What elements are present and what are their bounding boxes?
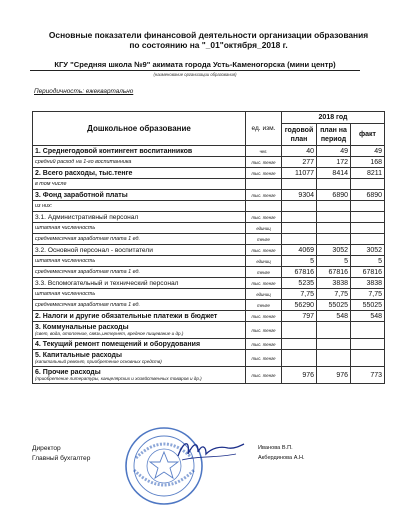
table-row — [33, 223, 385, 234]
row-fact-value — [351, 179, 385, 190]
row-unit: тыс. тенге — [246, 322, 282, 339]
row-label-text: среднемесячная заработная плата 1 ед. — [35, 269, 140, 275]
organization-caption: (наименование организации образования) — [153, 72, 237, 77]
row-label-text: 5. Капитальные расходы — [35, 352, 122, 359]
row-label-text: средний расход на 1-го воспитанника — [35, 159, 132, 165]
row-fact-value: 548 — [351, 311, 385, 322]
table-row — [33, 201, 385, 212]
row-label-note: (капитальный ремонт, приобретение основных средств) — [35, 359, 162, 364]
row-period-value: 8414 — [317, 168, 351, 179]
row-label — [33, 367, 246, 384]
row-label — [33, 168, 246, 179]
table-row — [33, 168, 385, 179]
table-row — [33, 190, 385, 201]
row-unit: чел. — [246, 146, 282, 157]
row-label — [33, 350, 246, 367]
row-unit: тыс. тенге — [246, 350, 282, 367]
row-annual-value — [282, 201, 317, 212]
table-row — [33, 300, 385, 311]
row-fact-value: 55025 — [351, 300, 385, 311]
table-row — [33, 267, 385, 278]
row-unit — [246, 201, 282, 212]
row-unit: тенге — [246, 300, 282, 311]
row-period-value: 6890 — [317, 190, 351, 201]
row-period-value: 3838 — [317, 278, 351, 289]
row-label — [33, 311, 246, 322]
row-fact-value: 3838 — [351, 278, 385, 289]
header-annual-plan: годовой план — [282, 124, 317, 146]
table-row — [33, 311, 385, 322]
row-label-text: штатная численность — [35, 258, 96, 264]
row-period-value: 976 — [317, 367, 351, 384]
row-label-text: 3.3. Вспомогательный и технический персонал — [35, 279, 179, 287]
report-date: по состоянию на "_01"октября_2018 г. — [129, 40, 288, 50]
row-unit: единиц — [246, 223, 282, 234]
row-label-text: из них: — [35, 203, 53, 209]
director-title: Директор — [32, 445, 61, 452]
table-row — [33, 322, 385, 339]
row-label-text: 6. Прочие расходы — [35, 369, 101, 376]
row-label-text: в том числе — [35, 181, 67, 187]
row-annual-value — [282, 322, 317, 339]
row-label — [33, 212, 246, 223]
row-annual-value: 277 — [282, 157, 317, 168]
row-fact-value: 3052 — [351, 245, 385, 256]
row-label-note: (приобретение литературы, канцелярских и хозяйственных товаров и др.) — [35, 376, 202, 381]
accountant-name: Акбердинова А.Н. — [258, 455, 305, 461]
table-row — [33, 245, 385, 256]
row-annual-value: 56290 — [282, 300, 317, 311]
row-unit: тыс. тенге — [246, 311, 282, 322]
row-label-text: 3.1. Административный персонал — [35, 213, 139, 221]
row-annual-value: 9304 — [282, 190, 317, 201]
table-row — [33, 278, 385, 289]
row-period-value — [317, 350, 351, 367]
row-label — [33, 339, 246, 350]
row-unit: тыс. тенге — [246, 278, 282, 289]
table-row — [33, 367, 385, 384]
row-annual-value: 4069 — [282, 245, 317, 256]
row-unit: единиц — [246, 256, 282, 267]
row-label-text: 2. Налоги и другие обязательные платежи в бюджет — [35, 312, 218, 320]
row-period-value: 49 — [317, 146, 351, 157]
row-unit: единиц — [246, 289, 282, 300]
row-label-text: 2. Всего расходы, тыс.тенге — [35, 169, 133, 177]
row-fact-value — [351, 350, 385, 367]
row-fact-value — [351, 234, 385, 245]
row-fact-value: 67816 — [351, 267, 385, 278]
row-period-value — [317, 223, 351, 234]
row-fact-value: 8211 — [351, 168, 385, 179]
header-year: 2018 год — [282, 112, 385, 124]
row-period-value: 172 — [317, 157, 351, 168]
row-period-value — [317, 201, 351, 212]
header-period-plan: план на период — [317, 124, 351, 146]
row-label — [33, 190, 246, 201]
row-annual-value — [282, 223, 317, 234]
row-annual-value: 40 — [282, 146, 317, 157]
row-fact-value — [351, 223, 385, 234]
row-period-value: 3052 — [317, 245, 351, 256]
row-label — [33, 267, 246, 278]
table-row — [33, 289, 385, 300]
row-label — [33, 157, 246, 168]
table-row — [33, 146, 385, 157]
row-unit: тыс. тенге — [246, 367, 282, 384]
row-label — [33, 146, 246, 157]
row-annual-value: 797 — [282, 311, 317, 322]
row-unit: тыс. тенге — [246, 339, 282, 350]
table-row — [33, 212, 385, 223]
director-signature — [176, 436, 246, 464]
table-row — [33, 339, 385, 350]
row-label-text: среднемесячная заработная плата 1 ед. — [35, 236, 140, 242]
row-fact-value: 5 — [351, 256, 385, 267]
financial-table — [32, 111, 385, 384]
row-period-value: 55025 — [317, 300, 351, 311]
row-label-text: 1. Среднегодовой контингент воспитанников — [35, 147, 193, 155]
row-label — [33, 179, 246, 190]
row-label — [33, 245, 246, 256]
row-label — [33, 256, 246, 267]
table-row — [33, 179, 385, 190]
table-row — [33, 256, 385, 267]
row-fact-value: 168 — [351, 157, 385, 168]
row-label — [33, 278, 246, 289]
row-label-text: штатная численность — [35, 225, 96, 231]
row-label — [33, 234, 246, 245]
row-annual-value — [282, 234, 317, 245]
row-annual-value: 67816 — [282, 267, 317, 278]
table-body — [33, 146, 385, 384]
header-unit: ед. изм. — [246, 112, 282, 146]
row-fact-value — [351, 322, 385, 339]
row-label-note: (свет, вода, отопление, связь,интернет, вредное пищевание и др.) — [35, 331, 184, 336]
row-label-text: 3. Коммунальные расходы — [35, 324, 129, 331]
row-period-value — [317, 322, 351, 339]
row-unit: тенге — [246, 234, 282, 245]
row-fact-value: 7,75 — [351, 289, 385, 300]
row-label — [33, 322, 246, 339]
row-unit: тыс. тенге — [246, 212, 282, 223]
row-period-value: 7,75 — [317, 289, 351, 300]
row-annual-value: 5235 — [282, 278, 317, 289]
row-label-text: 4. Текущий ремонт помещений и оборудования — [35, 340, 201, 348]
row-unit: тенге — [246, 267, 282, 278]
row-period-value — [317, 234, 351, 245]
row-annual-value: 5 — [282, 256, 317, 267]
row-annual-value — [282, 350, 317, 367]
row-fact-value: 773 — [351, 367, 385, 384]
row-period-value: 67816 — [317, 267, 351, 278]
table-row — [33, 234, 385, 245]
accountant-title: Главный бухгалтер — [32, 455, 91, 462]
row-label — [33, 300, 246, 311]
table-row — [33, 157, 385, 168]
periodicity: Периодичность: ежеквартально — [34, 88, 134, 95]
row-period-value: 548 — [317, 311, 351, 322]
row-annual-value: 11077 — [282, 168, 317, 179]
report-title: Основные показатели финансовой деятельности организации образования — [48, 30, 369, 40]
row-unit: тыс. тенге — [246, 157, 282, 168]
row-label-text: среднемесячная заработная плата 1 ед. — [35, 302, 140, 308]
row-fact-value — [351, 212, 385, 223]
table-row — [33, 350, 385, 367]
header-fact: факт — [351, 124, 385, 146]
row-period-value — [317, 339, 351, 350]
row-unit: тыс. тенге — [246, 245, 282, 256]
row-annual-value — [282, 339, 317, 350]
row-annual-value — [282, 212, 317, 223]
row-label-text: 3.2. Основной персонал - воспитатели — [35, 246, 153, 254]
row-label-text: штатная численность — [35, 291, 96, 297]
director-name: Иванова В.П. — [258, 445, 293, 451]
row-label — [33, 201, 246, 212]
row-annual-value — [282, 179, 317, 190]
row-label-text: 3. Фонд заработной платы — [35, 191, 128, 199]
row-fact-value: 6890 — [351, 190, 385, 201]
row-unit — [246, 179, 282, 190]
row-unit: тыс. тенге — [246, 190, 282, 201]
row-period-value — [317, 179, 351, 190]
organization-name: КГУ "Средняя школа №9" акимата города Усть-Каменогорска (мини центр) — [30, 60, 360, 71]
row-unit: тыс. тенге — [246, 168, 282, 179]
row-label — [33, 223, 246, 234]
row-fact-value — [351, 201, 385, 212]
row-annual-value: 7,75 — [282, 289, 317, 300]
row-fact-value: 49 — [351, 146, 385, 157]
row-period-value: 5 — [317, 256, 351, 267]
row-period-value — [317, 212, 351, 223]
row-label — [33, 289, 246, 300]
row-annual-value: 976 — [282, 367, 317, 384]
row-fact-value — [351, 339, 385, 350]
header-name: Дошкольное образование — [33, 112, 246, 146]
